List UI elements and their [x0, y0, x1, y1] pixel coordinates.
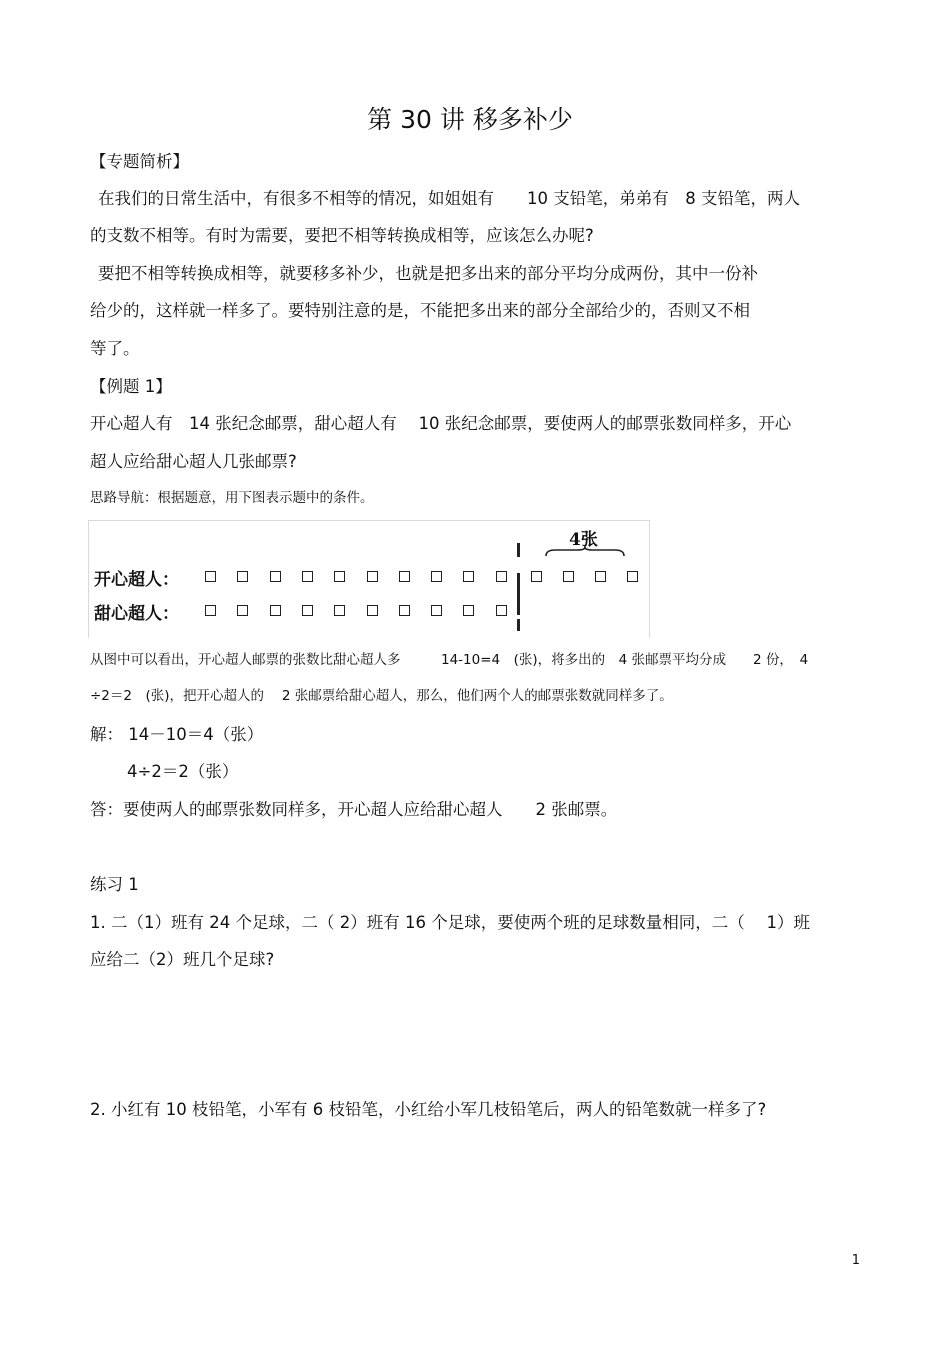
happy-stamp-box [334, 571, 345, 582]
divider-tick-bottom [517, 619, 520, 631]
happy-stamp-box [205, 571, 216, 582]
happy-stamp-box [463, 571, 474, 582]
sweet-stamp-box [399, 605, 410, 616]
question-1-line-1: 1. 二（1）班有 24 个足球，二（ 2）班有 16 个足球，要使两个班的足球数量相同，二（ 1）班 [90, 913, 810, 932]
figure-label-sweet: 甜心超人： [94, 604, 179, 624]
sweet-stamp-box [334, 605, 345, 616]
sweet-stamp-box [496, 605, 507, 616]
happy-stamp-box [399, 571, 410, 582]
happy-stamp-box [531, 571, 542, 582]
answer-text: 答：要使两人的邮票张数同样多，开心超人应给甜心超人 2 张邮票。 [90, 800, 618, 819]
hint-text: 思路导航：根据题意，用下图表示题中的条件。 [90, 490, 374, 506]
figure-label-happy: 开心超人： [94, 570, 179, 590]
page-number: 1 [851, 1253, 860, 1268]
brace-label: 4张 [569, 530, 598, 550]
happy-stamp-box [496, 571, 507, 582]
explanation-line-2: ÷2＝2 (张)，把开心超人的 2 张邮票给甜心超人，那么，他们两个人的邮票张数就同样多了。 [90, 688, 673, 704]
happy-stamp-box [595, 571, 606, 582]
sweet-stamp-box [270, 605, 281, 616]
example-heading: 【例题 1】 [90, 377, 172, 396]
solution-line-2: 4÷2＝2（张） [127, 762, 239, 781]
stamp-diagram [88, 520, 650, 638]
sweet-stamp-box [205, 605, 216, 616]
sweet-stamp-box [463, 605, 474, 616]
sweet-stamp-box [302, 605, 313, 616]
happy-stamp-box [431, 571, 442, 582]
example-problem-line-2: 超人应给甜心超人几张邮票? [90, 452, 297, 471]
intro-paragraph-line-4: 给少的，这样就一样多了。要特别注意的是，不能把多出来的部分全部给少的，否则又不相 [90, 301, 750, 320]
intro-paragraph-line-2: 的支数不相等。有时为需要，要把不相等转换成相等，应该怎么办呢? [90, 226, 594, 245]
intro-paragraph-line-3: 要把不相等转换成相等，就要移多补少，也就是把多出来的部分平均分成两份，其中一份补 [98, 264, 758, 283]
sweet-stamp-box [367, 605, 378, 616]
happy-stamp-box [302, 571, 313, 582]
page-title: 第 30 讲 移多补少 [367, 105, 573, 134]
happy-stamp-box [270, 571, 281, 582]
explanation-line-1: 从图中可以看出，开心超人邮票的张数比甜心超人多 14-10=4 (张)，将多出的 4 张邮票平均分成 2 份， 4 [90, 652, 809, 668]
happy-stamp-box [237, 571, 248, 582]
intro-paragraph-line-5: 等了。 [90, 339, 140, 358]
brace-icon [545, 547, 625, 557]
happy-stamp-box [563, 571, 574, 582]
question-2: 2. 小红有 10 枝铅笔，小军有 6 枝铅笔，小红给小军几枝铅笔后，两人的铅笔数就一样多了? [90, 1100, 767, 1119]
section-heading-analysis: 【专题简析】 [90, 152, 189, 171]
intro-paragraph-line-1: 在我们的日常生活中，有很多不相等的情况，如姐姐有 10 支铅笔，弟弟有 8 支铅笔，两人 [98, 189, 800, 208]
practice-heading: 练习 1 [90, 875, 139, 894]
sweet-stamp-box [431, 605, 442, 616]
question-1-line-2: 应给二（2）班几个足球? [90, 950, 275, 969]
solution-line-1: 解： 14－10＝4（张） [90, 725, 264, 744]
sweet-stamp-box [237, 605, 248, 616]
happy-stamp-box [627, 571, 638, 582]
example-problem-line-1: 开心超人有 14 张纪念邮票，甜心超人有 10 张纪念邮票，要使两人的邮票张数同样多，开心 [90, 414, 792, 433]
happy-stamp-box [367, 571, 378, 582]
divider-line [517, 573, 520, 615]
divider-tick-top [517, 543, 520, 557]
